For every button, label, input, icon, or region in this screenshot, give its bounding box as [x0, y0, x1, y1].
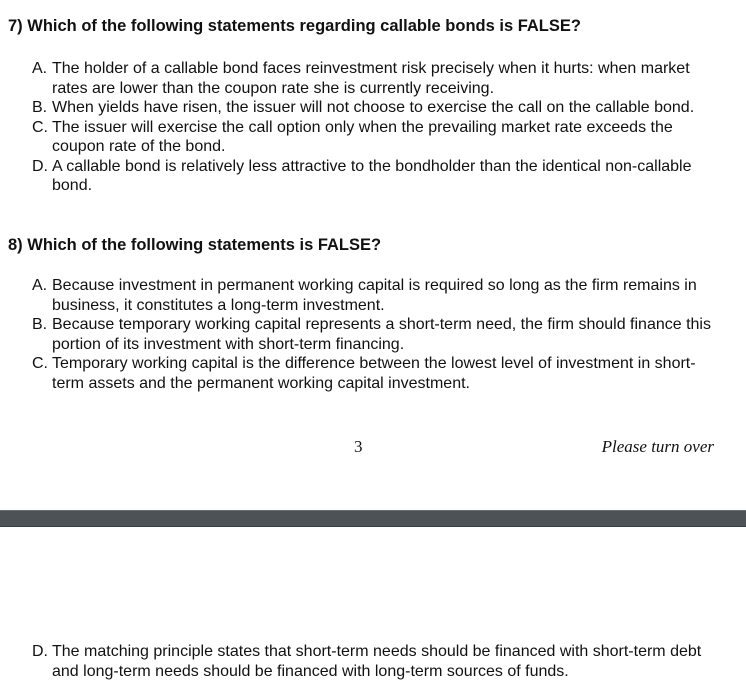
question-8-option-b: [32, 315, 722, 354]
option-letter: B.: [32, 99, 48, 116]
question-7-option-d: [32, 157, 722, 196]
question-7-options: [32, 59, 722, 196]
option-text: The matching principle states that short-term needs should be financed with short-term debt and long-term needs should be financed with long-term sources of funds.: [52, 643, 702, 680]
option-letter: D.: [32, 643, 48, 660]
question-8-option-d: [32, 642, 722, 681]
option-text: Temporary working capital is the difference between the lowest level of investment in short-term assets and the permanent working capital investment.: [52, 355, 696, 392]
question-7-option-b: [32, 98, 722, 118]
document-page-4: [0, 527, 746, 688]
turn-over-note: Please turn over: [601, 437, 714, 456]
option-text: The holder of a callable bond faces reinvestment risk precisely when it hurts: when market rates are lower than the coupon rate she is currently receiving.: [52, 60, 690, 97]
option-text: The issuer will exercise the call option only when the prevailing market rate exceeds the coupon rate of the bond.: [52, 118, 673, 155]
question-8-options-continued: [32, 642, 722, 681]
option-letter: D.: [32, 157, 48, 175]
question-8-options: [32, 276, 722, 393]
question-7-option-a: [32, 59, 722, 98]
option-letter: A.: [32, 277, 48, 294]
option-text: A callable bond is relatively less attractive to the bondholder than the identical non-callable bond.: [52, 157, 692, 194]
option-letter: B.: [32, 316, 48, 333]
option-text: When yields have risen, the issuer will not choose to exercise the call on the callable bond.: [52, 99, 695, 116]
option-letter: A.: [32, 60, 48, 77]
option-letter: C.: [32, 118, 48, 136]
page-separator: [0, 510, 746, 527]
question-8-title: 8) Which of the following statements is FALSE?: [8, 236, 382, 254]
option-text: Because investment in permanent working capital is required so long as the firm remains in business, it constitutes a long-term investment.: [52, 277, 697, 314]
question-7-title: 7) Which of the following statements regarding callable bonds is FALSE?: [8, 17, 581, 35]
question-8-option-a: [32, 276, 722, 315]
question-8-option-c: [32, 354, 722, 393]
option-letter: C.: [32, 355, 48, 372]
question-7-option-c: [32, 118, 722, 157]
page-number: 3: [354, 437, 363, 456]
option-text: Because temporary working capital represents a short-term need, the firm should finance this portion of its investment with short-term financing.: [52, 316, 711, 353]
